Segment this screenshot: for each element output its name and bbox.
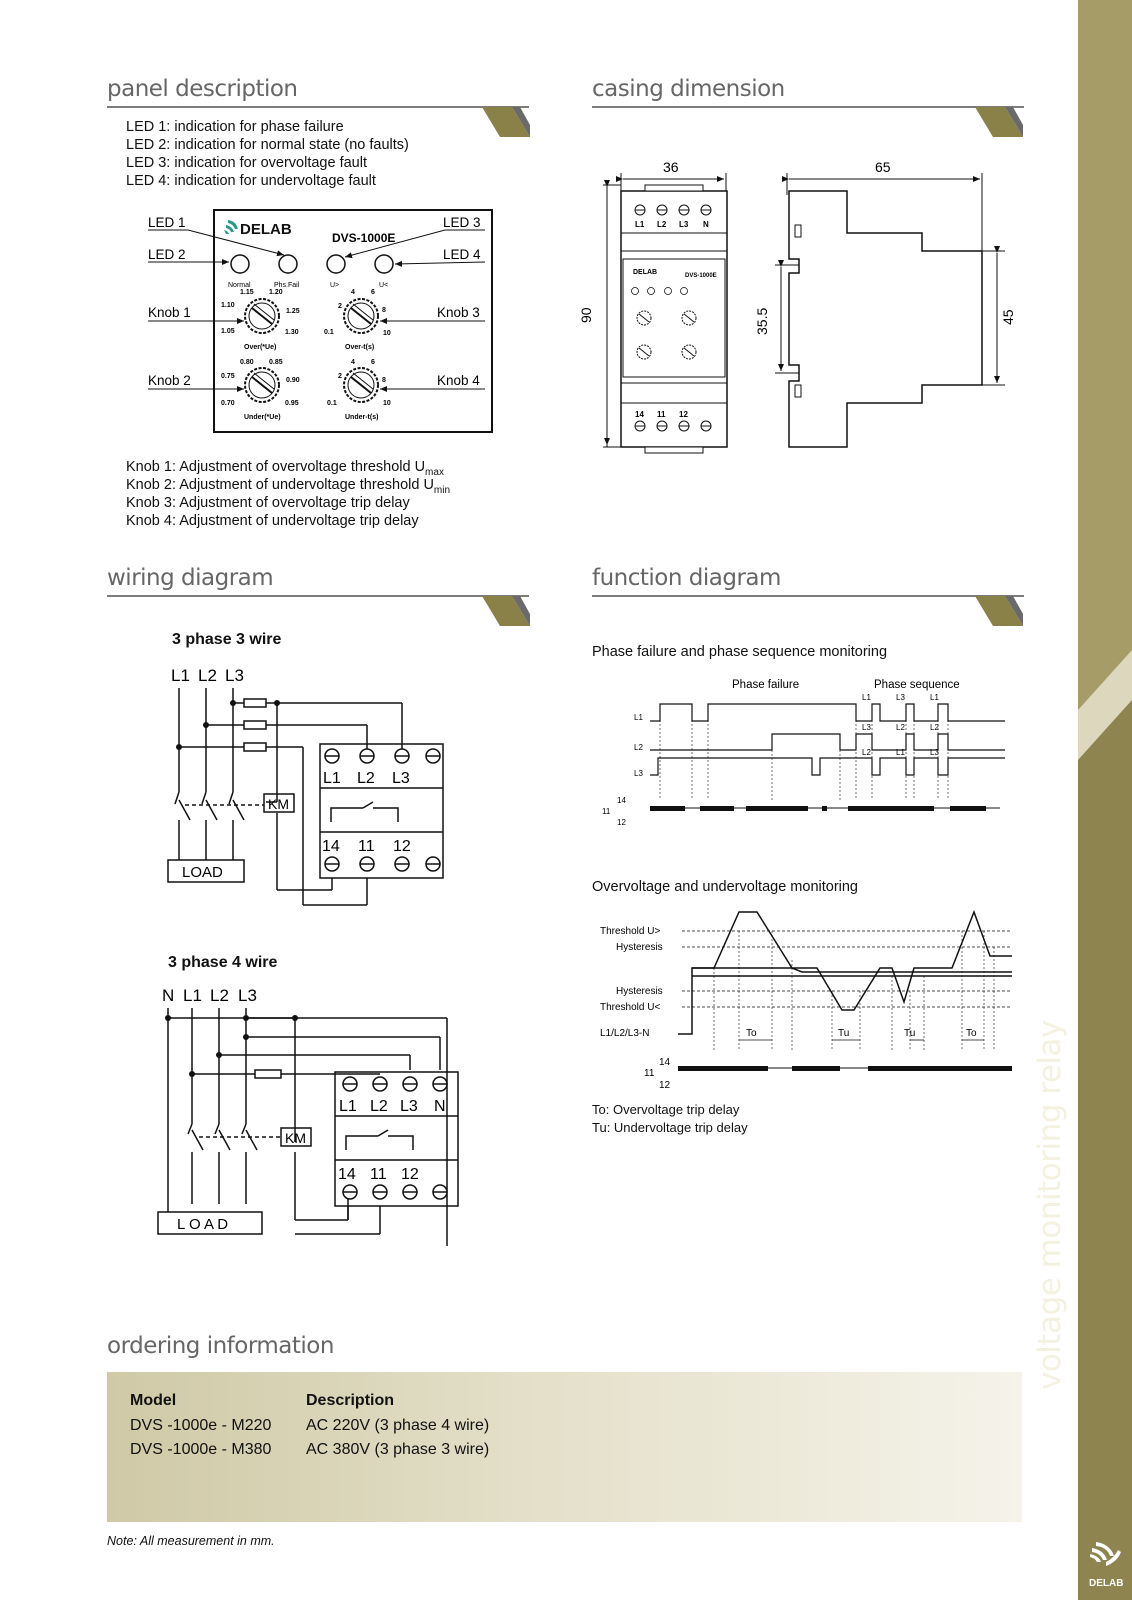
svg-text:L1/L2/L3-N: L1/L2/L3-N bbox=[600, 1028, 650, 1039]
dim-rail: 35.5 bbox=[754, 307, 770, 335]
section-flag bbox=[975, 596, 1025, 628]
svg-text:0.75: 0.75 bbox=[221, 373, 235, 380]
svg-text:14: 14 bbox=[659, 1057, 671, 1068]
svg-text:1.15: 1.15 bbox=[240, 289, 254, 296]
svg-text:0.70: 0.70 bbox=[221, 400, 235, 407]
svg-text:L3: L3 bbox=[862, 723, 871, 732]
svg-text:L3: L3 bbox=[896, 693, 905, 702]
sidebar-title: voltage monitoring relay bbox=[1032, 1020, 1068, 1390]
svg-text:Tu: Tu bbox=[904, 1028, 916, 1039]
indicator-label: U> bbox=[330, 282, 340, 289]
led-phase-fail bbox=[279, 255, 297, 273]
led-description: LED 1: indication for phase failure bbox=[126, 119, 344, 135]
svg-text:12: 12 bbox=[401, 1166, 419, 1183]
svg-text:0.1: 0.1 bbox=[327, 400, 337, 407]
wiring-diagram-4-wire bbox=[155, 982, 485, 1252]
section-title-casing: casing dimension bbox=[592, 76, 785, 102]
svg-text:L1: L1 bbox=[323, 770, 341, 787]
dim-width: 36 bbox=[663, 159, 679, 175]
svg-text:Tu: Tu bbox=[838, 1028, 850, 1039]
led-1-label: LED 1 bbox=[148, 215, 186, 230]
section-flag bbox=[975, 107, 1025, 139]
case-terminal: 11 bbox=[657, 410, 666, 419]
svg-text:1.05: 1.05 bbox=[221, 328, 235, 335]
led-description: LED 4: indication for undervoltage fault bbox=[126, 173, 376, 189]
section-title-panel: panel description bbox=[107, 76, 298, 102]
knob-description: Knob 1: Adjustment of overvoltage threshold $U_{max}$ bbox=[126, 459, 444, 478]
svg-text:1.25: 1.25 bbox=[286, 308, 300, 315]
order-header-description: Description bbox=[306, 1392, 395, 1409]
svg-text:6: 6 bbox=[371, 359, 375, 366]
svg-text:2: 2 bbox=[338, 373, 342, 380]
case-terminal: N bbox=[703, 220, 709, 229]
svg-text:11: 11 bbox=[358, 838, 375, 855]
order-description: AC 380V (3 phase 3 wire) bbox=[306, 1441, 490, 1458]
knob-description: Knob 2: Adjustment of undervoltage threshold $U_{min}$ bbox=[126, 477, 451, 496]
svg-text:14: 14 bbox=[617, 796, 626, 805]
section-rule bbox=[592, 106, 1024, 108]
svg-text:Over(*Ue): Over(*Ue) bbox=[244, 344, 277, 351]
section-title-ordering: ordering information bbox=[107, 1333, 334, 1359]
led-undervoltage bbox=[375, 255, 393, 273]
knob-description: Knob 4: Adjustment of undervoltage trip delay bbox=[126, 513, 419, 529]
section-rule bbox=[107, 595, 529, 597]
casing-diagram bbox=[578, 155, 1025, 465]
svg-text:To: To bbox=[966, 1028, 977, 1039]
case-terminal: 14 bbox=[635, 410, 644, 419]
load-label: LOAD bbox=[182, 864, 223, 881]
voltage-monitoring-title: Overvoltage and undervoltage monitoring bbox=[592, 879, 858, 895]
contactor-label: KM bbox=[285, 1130, 306, 1146]
svg-text:10: 10 bbox=[383, 400, 391, 407]
svg-text:L2: L2 bbox=[896, 723, 905, 732]
section-title-wiring: wiring diagram bbox=[107, 565, 274, 591]
knob-3-label: Knob 3 bbox=[437, 305, 480, 320]
legend-tu: Tu: Undervoltage trip delay bbox=[592, 1120, 748, 1135]
sidebar-logo-text: DELAB bbox=[1089, 1578, 1124, 1589]
wiring-diagram-3-wire bbox=[160, 660, 480, 910]
svg-text:L3: L3 bbox=[930, 748, 939, 757]
svg-text:Under-t(s): Under-t(s) bbox=[345, 414, 379, 421]
svg-text:11: 11 bbox=[602, 807, 611, 816]
svg-text:To: To bbox=[746, 1028, 757, 1039]
order-model: DVS -1000e - M380 bbox=[130, 1441, 272, 1458]
svg-text:6: 6 bbox=[371, 289, 375, 296]
indicator-label: Normal bbox=[228, 282, 251, 289]
case-terminal: L3 bbox=[679, 220, 689, 229]
svg-text:Phase sequence: Phase sequence bbox=[874, 679, 960, 691]
svg-text:12: 12 bbox=[393, 838, 411, 855]
led-3-label: LED 3 bbox=[443, 215, 481, 230]
wiring-2-title: 3 phase 4 wire bbox=[168, 954, 278, 971]
case-model: DVS-1000E bbox=[685, 273, 717, 279]
svg-text:L1: L1 bbox=[171, 666, 190, 685]
dim-front: 45 bbox=[1000, 309, 1016, 325]
dim-depth: 65 bbox=[875, 159, 891, 175]
section-rule bbox=[592, 595, 1024, 597]
legend-to: To: Overvoltage trip delay bbox=[592, 1102, 740, 1117]
svg-text:L2: L2 bbox=[370, 1098, 388, 1115]
led-4-label: LED 4 bbox=[443, 247, 481, 262]
svg-text:L2: L2 bbox=[198, 666, 217, 685]
svg-text:L1: L1 bbox=[634, 713, 643, 722]
order-header-model: Model bbox=[130, 1392, 177, 1409]
order-model: DVS -1000e - M220 bbox=[130, 1417, 272, 1434]
led-2-label: LED 2 bbox=[148, 247, 186, 262]
measurement-note: Note: All measurement in mm. bbox=[107, 1534, 275, 1548]
dim-height: 90 bbox=[578, 307, 594, 323]
svg-text:Threshold U>: Threshold U> bbox=[600, 926, 661, 937]
svg-text:L2: L2 bbox=[862, 748, 871, 757]
svg-text:L3: L3 bbox=[392, 770, 410, 787]
knob-4-label: Knob 4 bbox=[437, 373, 480, 388]
svg-text:L2: L2 bbox=[930, 723, 939, 732]
svg-text:11: 11 bbox=[370, 1166, 387, 1183]
svg-text:L3: L3 bbox=[238, 986, 257, 1005]
relay-terminals-top bbox=[325, 749, 440, 871]
svg-text:L1: L1 bbox=[183, 986, 202, 1005]
svg-text:4: 4 bbox=[351, 289, 355, 296]
case-terminal: L2 bbox=[657, 220, 667, 229]
svg-text:0.90: 0.90 bbox=[286, 377, 300, 384]
svg-text:12: 12 bbox=[659, 1080, 671, 1091]
contactor-label: KM bbox=[268, 796, 289, 812]
svg-text:L1: L1 bbox=[896, 748, 905, 757]
svg-text:L1: L1 bbox=[339, 1098, 357, 1115]
case-terminal: L1 bbox=[635, 220, 645, 229]
svg-text:1.30: 1.30 bbox=[285, 329, 299, 336]
led-overvoltage bbox=[327, 255, 345, 273]
voltage-timing-diagram bbox=[592, 900, 1012, 1090]
indicator-label: U< bbox=[379, 282, 389, 289]
panel-model: DVS-1000E bbox=[332, 231, 396, 245]
panel-front-diagram bbox=[140, 200, 510, 440]
svg-text:0.80: 0.80 bbox=[240, 359, 254, 366]
svg-text:12: 12 bbox=[617, 818, 626, 827]
svg-text:N: N bbox=[434, 1098, 446, 1115]
svg-text:Phase failure: Phase failure bbox=[732, 679, 800, 691]
phase-timing-diagram bbox=[600, 670, 1020, 830]
delab-logo-icon bbox=[1090, 1542, 1121, 1566]
svg-text:Hysteresis: Hysteresis bbox=[616, 942, 663, 953]
led-description: LED 3: indication for overvoltage fault bbox=[126, 155, 367, 171]
svg-text:14: 14 bbox=[338, 1166, 356, 1183]
svg-text:1.10: 1.10 bbox=[221, 302, 235, 309]
phase-monitoring-title: Phase failure and phase sequence monitoring bbox=[592, 644, 888, 660]
svg-text:N: N bbox=[162, 986, 175, 1005]
svg-text:2: 2 bbox=[338, 303, 342, 310]
led-description: LED 2: indication for normal state (no faults) bbox=[126, 137, 409, 153]
case-brand: DELAB bbox=[633, 269, 658, 276]
indicator-label: Phs.Fail bbox=[274, 282, 300, 289]
svg-text:8: 8 bbox=[382, 377, 386, 384]
svg-text:4: 4 bbox=[351, 359, 355, 366]
svg-text:0.95: 0.95 bbox=[285, 400, 299, 407]
svg-text:Over-t(s): Over-t(s) bbox=[345, 344, 375, 351]
svg-text:0.85: 0.85 bbox=[269, 359, 283, 366]
svg-text:14: 14 bbox=[322, 838, 340, 855]
subscript-max: max bbox=[425, 466, 444, 478]
svg-text:8: 8 bbox=[382, 307, 386, 314]
wiring-1-title: 3 phase 3 wire bbox=[172, 631, 282, 648]
svg-text:11: 11 bbox=[644, 1068, 655, 1079]
junction-dots bbox=[165, 1015, 298, 1077]
knob-2-label: Knob 2 bbox=[148, 373, 191, 388]
svg-text:Under(*Ue): Under(*Ue) bbox=[244, 414, 281, 421]
order-description: AC 220V (3 phase 4 wire) bbox=[306, 1417, 490, 1434]
relay-terminals bbox=[343, 1077, 447, 1199]
svg-text:L2: L2 bbox=[357, 770, 375, 787]
svg-text:L2: L2 bbox=[210, 986, 229, 1005]
knob-description: Knob 3: Adjustment of overvoltage trip delay bbox=[126, 495, 410, 511]
section-flag bbox=[482, 596, 532, 628]
panel-brand: DELAB bbox=[240, 221, 292, 238]
section-flag bbox=[482, 107, 532, 139]
svg-text:Hysteresis: Hysteresis bbox=[616, 986, 663, 997]
svg-text:Threshold U<: Threshold U< bbox=[600, 1002, 661, 1013]
sidebar-graphic bbox=[1078, 0, 1132, 1600]
svg-text:L3: L3 bbox=[634, 769, 643, 778]
subscript-min: min bbox=[433, 484, 451, 496]
svg-text:10: 10 bbox=[383, 330, 391, 337]
svg-text:L1: L1 bbox=[862, 693, 871, 702]
knob-1-label: Knob 1 bbox=[148, 305, 191, 320]
svg-text:1.20: 1.20 bbox=[269, 289, 283, 296]
svg-text:L2: L2 bbox=[634, 743, 643, 752]
svg-text:0.1: 0.1 bbox=[324, 329, 334, 336]
case-terminal: 12 bbox=[679, 410, 688, 419]
load-label: L O A D bbox=[177, 1216, 229, 1233]
led-normal bbox=[231, 255, 249, 273]
svg-text:L3: L3 bbox=[400, 1098, 418, 1115]
svg-text:L3: L3 bbox=[225, 666, 244, 685]
section-rule bbox=[107, 106, 529, 108]
svg-text:L1: L1 bbox=[930, 693, 939, 702]
section-title-function: function diagram bbox=[592, 565, 781, 591]
sidebar-logo bbox=[1086, 1534, 1126, 1590]
